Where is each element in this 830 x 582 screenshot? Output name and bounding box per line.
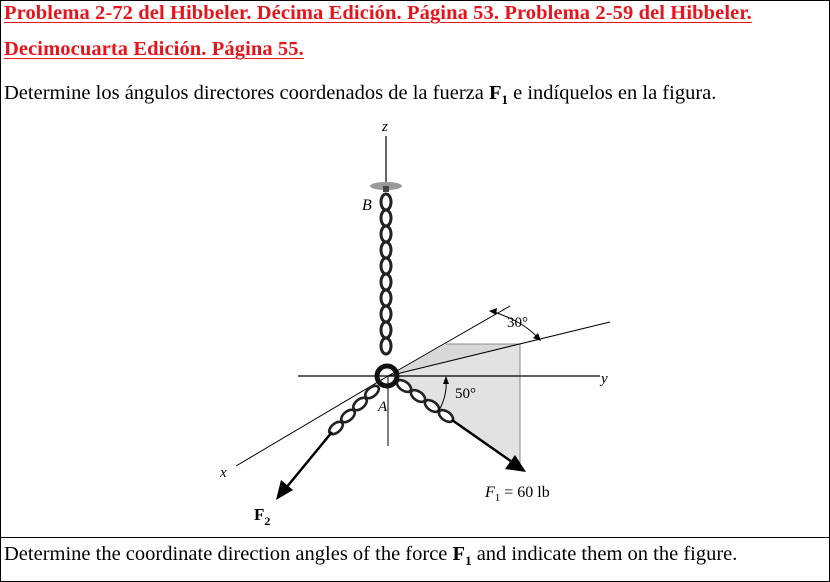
header-line-1: Problema 2-72 del Hibbeler. Décima Edición. Página 53. Problema 2-59 del Hibbeler. <box>4 2 752 24</box>
header-line-2: Decimocuarta Edición. Página 55. <box>4 38 304 60</box>
section-divider <box>0 537 830 538</box>
angle-label-50: 50° <box>455 386 476 402</box>
spanish-text-before: Determine los ángulos directores coordenados de la fuerza <box>4 82 489 104</box>
spanish-text-after: e indíquelos en la figura. <box>508 82 717 104</box>
english-statement <box>4 543 737 569</box>
spanish-statement <box>4 82 716 108</box>
chain-f2 <box>327 383 381 436</box>
force-label-f1: $F_1 = 60$ lb <box>485 484 550 504</box>
axis-label-y: y <box>601 371 608 387</box>
english-text-after: and indicate them on the figure. <box>471 543 738 565</box>
angle-label-30: 30° <box>507 315 528 331</box>
force-label-f2: $F_2$ <box>254 505 271 528</box>
f2-arrow-shaft <box>286 432 332 488</box>
x-axis <box>236 376 388 466</box>
axis-label-x: x <box>220 465 227 481</box>
point-label-b: B <box>362 197 372 214</box>
point-label-a: A <box>378 399 388 415</box>
angle-30-arrow-left <box>489 308 497 315</box>
hook <box>383 186 389 192</box>
shaded-plane-side <box>388 344 520 468</box>
english-text-before: Determine the coordinate direction angles of the force <box>4 543 453 565</box>
spanish-force-symbol: $F_1$ <box>488 82 509 108</box>
english-force-symbol: $F_1$ <box>452 543 472 569</box>
axis-label-z: z <box>382 119 388 135</box>
chain-ab <box>381 194 391 354</box>
force-figure <box>200 110 620 530</box>
